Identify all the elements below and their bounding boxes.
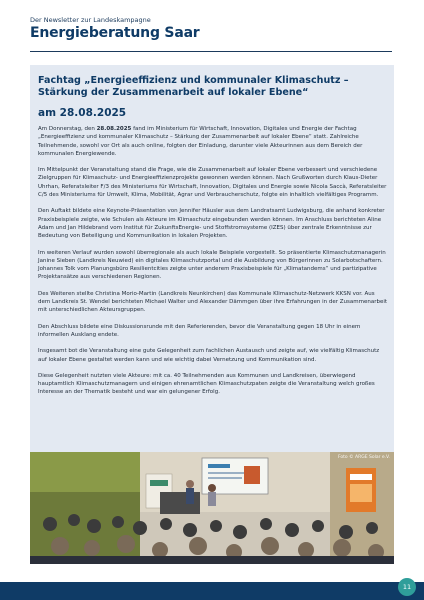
- newsletter-kicker: Der Newsletter zur Landeskampagne: [30, 16, 151, 24]
- page-number: 11: [398, 578, 416, 596]
- article-paragraph-7: Insgesamt bot die Veranstaltung eine gute Gelegenheit zum fachlichen Austausch und zeigte auf, wie vielfältig Klimaschutz auf lokaler Ebene gestaltet werden kann und wie wichtig dabei Vernetzung und Kommunikation sind.: [38, 348, 380, 363]
- p1-rest: fand im Ministerium für Wirtschaft, Innovation, Digitales und Energie der Fachtag „Energieeffizienz und kommunaler Klimaschutz – Stärkung der Zusammenarbeit auf lokaler Ebene“ statt. Zahlreiche Teilnehmende, sowohl vor Ort als auch online, folgten der Einladung, darunter viele Akteurinnen aus dem Bereich der kommunalen Energiewende.: [38, 126, 363, 157]
- event-photo: [30, 452, 394, 564]
- article-paragraph-4: Im weiteren Verlauf wurden sowohl überregionale als auch lokale Beispiele vorgestellt. So präsentierte Klimaschutzmanagerin Janine Sieben (Landkreis Neuwied) ein digitales Klimaschutzportal und die Ausbildung von Bürgerinnen zu Solarbotschaftern. Johannes Tolk vom Planungsbüro Resilientcities zeigte unter anderem Praxisbeispiele für „Klimatandems“ und partizipative Projektansätze aus verschiedenen Regionen.: [38, 249, 386, 281]
- page-footer-bar: [0, 582, 424, 600]
- newsletter-header: [30, 16, 200, 41]
- article-paragraph-1: [38, 125, 388, 158]
- article-body: [38, 125, 388, 405]
- header-divider: [30, 51, 392, 52]
- article-panel: [30, 65, 394, 489]
- article-paragraph-3: Den Auftakt bildete eine Keynote-Präsentation von Jennifer Häusler aus dem Landratsamt Ludwigsburg, die anhand konkreter Praxisbeispiele zeigte, wie Schulen als Akteure im Klimaschutz eingebunden werden können. Im Anschluss berichteten Aline Adam und Jan Hildebrand vom Institut für ZukunftsEnergie- und Stoffstromsysteme (IZES) über zentrale Erkenntnisse zur Bedeutung von Beteiligung und Kommunikation in lokalen Projekten.: [38, 208, 385, 240]
- article-paragraph-6: Den Abschluss bildete eine Diskussionsrunde mit den Referierenden, bevor die Veranstaltung gegen 18 Uhr in einem informellen Ausklang endete.: [38, 323, 361, 338]
- article-title: Fachtag „Energieeffizienz und kommunaler Klimaschutz – Stärkung der Zusammenarbeit auf lokaler Ebene“: [38, 75, 349, 98]
- article-paragraph-8: Diese Gelegenheit nutzten viele Akteure: mit ca. 40 Teilnehmenden aus Kommunen und Landkreisen, überwiegend hauptamtlich Klimaschutzmanagern und einigen ehrenamtlichen Klimaschutzpaten zeigte die Veranstaltung welch großes Interesse an der Thematik besteht und war ein gelungener Erfolg.: [38, 372, 375, 396]
- article-paragraph-2: Im Mittelpunkt der Veranstaltung stand die Frage, wie die Zusammenarbeit auf lokaler Ebene verbessert und verschiedene Zielgruppen für Klimaschutz- und Energieeffizienzprojekte gewonnen werden können. Nach Grußworten durch Klaus-Dieter Uhrhan, Referatsleiter F/3 des Ministeriums für Wirtschaft, Innovation, Digitales und Energie sowie Nicola Saccà, Referatsleiter C/5 des Ministeriums für Umwelt, Klima, Mobilität, Agrar und Verbraucherschutz, folgte ein inhaltlich vielfältiges Programm.: [38, 167, 387, 199]
- article-date: am 28.08.2025: [38, 107, 127, 119]
- newsletter-brand: Energieberatung Saar: [30, 25, 200, 41]
- event-photo-illustration: [30, 452, 394, 564]
- article-paragraph-5: Des Weiteren stellte Christina Morio-Martin (Landkreis Neunkirchen) das Kommunale Klimaschutz-Netzwerk KKSN vor. Aus dem Landkreis St. Wendel berichteten Michael Walter und Alexander Dämmgen über ihre Erfahrungen in der Zusammenarbeit mit unterschiedlichen Akteursgruppen.: [38, 290, 388, 314]
- p1-intro: Am Donnerstag, den: [38, 126, 97, 132]
- photo-credit: Foto © ARGE Solar e.V.: [337, 455, 390, 460]
- p1-date-bold: 28.08.2025: [96, 126, 132, 132]
